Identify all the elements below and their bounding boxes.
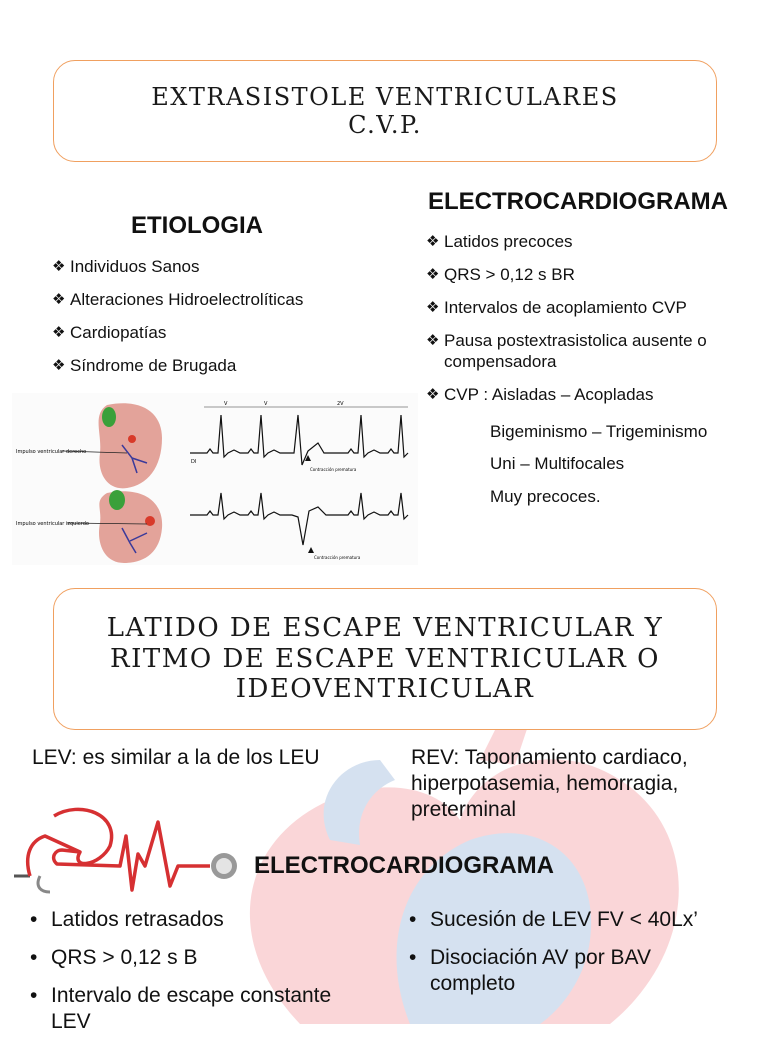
list-item-text: QRS > 0,12 s BR <box>444 265 575 284</box>
bullet-icon: • <box>30 908 38 931</box>
bullet-icon: • <box>409 946 417 969</box>
etiologia-list <box>52 256 382 388</box>
bullet-icon: • <box>30 984 38 1007</box>
diagram-caption: Contracción prematura <box>314 555 361 560</box>
list-item-text: Intervalo de escape constante LEV <box>51 984 332 1033</box>
list-item-text: Cardiopatías <box>70 323 167 342</box>
list-item-text: Disociación AV por BAV completo <box>430 946 651 995</box>
diamond-bullet-icon: ❖ <box>426 266 440 283</box>
ecg-subitem: Uni – Multifocales <box>490 454 625 473</box>
list-item-text: Intervalos de acoplamiento CVP <box>444 298 687 317</box>
list-item <box>52 289 382 310</box>
diamond-bullet-icon: ❖ <box>52 258 66 275</box>
list-item-text: Sucesión de LEV FV < 40Lx’ <box>430 908 698 931</box>
title-escape <box>107 613 664 705</box>
list-item <box>426 231 746 252</box>
title-line: EXTRASISTOLE VENTRICULARES <box>151 82 619 111</box>
title-line: LATIDO DE ESCAPE VENTRICULAR Y <box>106 612 664 643</box>
ecg2-left-list <box>30 907 350 1047</box>
list-item <box>30 907 350 933</box>
ecg-subitem: Muy precoces. <box>490 487 601 506</box>
etiologia-heading: ETIOLOGIA <box>131 212 263 239</box>
list-item-text: Individuos Sanos <box>70 257 200 276</box>
list-item-text: Pausa postextrasistolica ausente o compensadora <box>444 331 707 371</box>
list-item-text: Latidos retrasados <box>51 908 224 931</box>
diagram-caption: Contracción prematura <box>310 467 357 472</box>
list-item-text: QRS > 0,12 s B <box>51 946 198 969</box>
list-item-text: Latidos precoces <box>444 232 573 251</box>
list-item <box>426 297 746 318</box>
diagram-background <box>12 393 418 565</box>
diamond-bullet-icon: ❖ <box>426 233 440 250</box>
bullet-icon: • <box>30 946 38 969</box>
title-line: C.V.P. <box>348 111 422 139</box>
ecg-subitem: Bigeminismo – Trigeminismo <box>490 422 708 441</box>
ecg-list <box>426 231 746 417</box>
bullet-icon: • <box>409 908 417 931</box>
diagram-mark: V <box>264 401 268 407</box>
diagram-mark: 2V <box>337 401 344 407</box>
list-item <box>52 322 382 343</box>
list-item <box>52 355 382 376</box>
title-line: IDEOVENTRICULAR <box>235 674 535 705</box>
title-box-escape <box>53 588 717 730</box>
title-box-cvp <box>53 60 717 162</box>
diamond-bullet-icon: ❖ <box>426 386 440 403</box>
ecg2-right-list <box>409 907 739 1009</box>
lead-label: DI <box>191 459 197 465</box>
list-item <box>426 264 746 285</box>
list-item <box>426 384 746 405</box>
rev-text: REV: Taponamiento cardiaco, hiperpotasemia, hemorragia, preterminal <box>411 746 688 821</box>
list-item-text: Síndrome de Brugada <box>70 356 237 375</box>
diagram-label-left: Impulso ventricular izquierdo <box>16 521 89 527</box>
list-item <box>30 945 350 971</box>
cvp-diagram <box>12 393 418 565</box>
diamond-bullet-icon: ❖ <box>52 357 66 374</box>
title-line: RITMO DE ESCAPE VENTRICULAR O <box>110 643 660 674</box>
ecg-heading-2: ELECTROCARDIOGRAMA <box>254 852 554 879</box>
list-item <box>409 945 739 997</box>
ecg-heading: ELECTROCARDIOGRAMA <box>428 188 728 215</box>
stethoscope-icon <box>10 806 250 894</box>
diamond-bullet-icon: ❖ <box>426 332 440 349</box>
list-item <box>426 330 746 372</box>
list-item <box>30 983 350 1035</box>
title-cvp <box>151 83 618 140</box>
diamond-bullet-icon: ❖ <box>426 299 440 316</box>
list-item <box>409 907 739 933</box>
diamond-bullet-icon: ❖ <box>52 324 66 341</box>
list-item <box>52 256 382 277</box>
lev-text: LEV: es similar a la de los LEU <box>32 746 320 769</box>
list-item-text: Alteraciones Hidroelectrolíticas <box>70 290 304 309</box>
diagram-label-right: Impulso ventricular derecho <box>16 449 87 455</box>
diamond-bullet-icon: ❖ <box>52 291 66 308</box>
list-item-text: CVP : Aisladas – Acopladas <box>444 385 654 404</box>
diagram-mark: V <box>224 401 228 407</box>
